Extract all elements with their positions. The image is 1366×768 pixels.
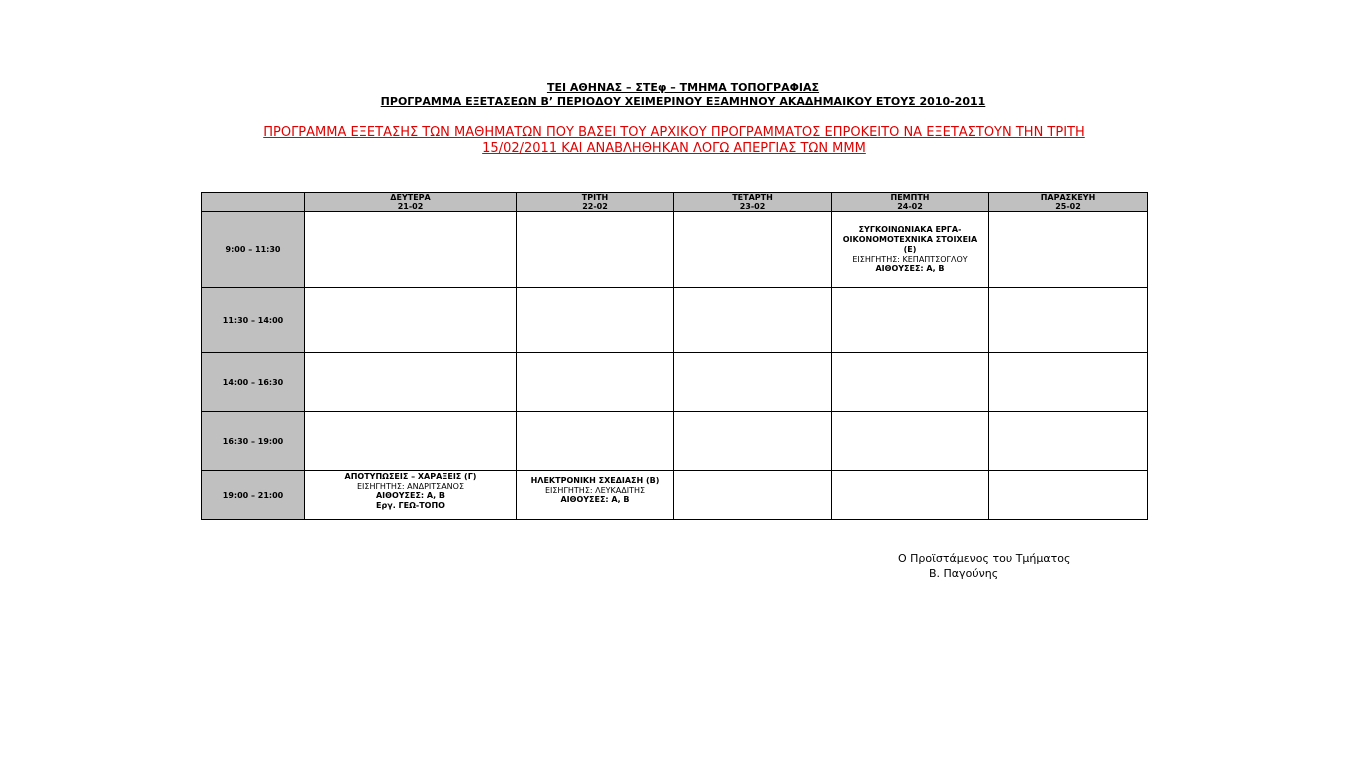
time-slot-label: 16:30 – 19:00	[202, 412, 305, 471]
time-slot-label: 9:00 – 11:30	[202, 212, 305, 288]
table-row	[202, 288, 1148, 353]
exam-entry-monday-1900	[305, 471, 517, 520]
course-title: ΗΛΕΚΤΡΟΝΙΚΗ ΣΧΕΔΙΑΣΗ (Β)	[530, 476, 660, 485]
schedule-cell	[305, 288, 517, 353]
schedule-cell	[674, 353, 832, 412]
postponement-notice	[200, 125, 1148, 157]
notice-line-2: 15/02/2011 ΚΑΙ ΑΝΑΒΛΗΘΗΚΑΝ ΛΟΓΩ ΑΠΕΡΓΙΑΣ ΤΩΝ ΜΜΜ	[482, 141, 866, 156]
table-row	[202, 353, 1148, 412]
course-title-line: ΟΙΚΟΝΟΜΟΤΕΧΝΙΚΑ ΣΤΟΙΧΕΙΑ	[842, 235, 978, 244]
day-header-tuesday: ΤΡΙΤΗ 22-02	[517, 193, 674, 212]
schedule-cell	[305, 353, 517, 412]
course-rooms: ΑΙΘΟΥΣΕΣ: Α, Β	[875, 264, 945, 273]
time-slot-label: 19:00 – 21:00	[202, 471, 305, 520]
schedule-title: ΠΡΟΓΡΑΜΜΑ ΕΞΕΤΑΣΕΩΝ Β’ ΠΕΡΙΟΔΟΥ ΧΕΙΜΕΡΙΝΟΥ ΕΞΑΜΗΝΟΥ ΑΚΑΔΗΜΑΙΚΟΥ ΕΤΟΥΣ 2010-2011	[380, 95, 986, 108]
course-instructor: ΕΙΣΗΓΗΤΗΣ: ΚΕΠΑΠΤΣΟΓΛΟΥ	[852, 255, 968, 264]
schedule-cell	[989, 353, 1148, 412]
schedule-cell	[989, 212, 1148, 288]
day-header-friday: ΠΑΡΑΣΚΕΥΗ 25-02	[989, 193, 1148, 212]
exam-entry-thursday-0900	[832, 212, 989, 288]
schedule-cell	[989, 471, 1148, 520]
schedule-cell	[989, 412, 1148, 471]
schedule-cell	[674, 288, 832, 353]
course-rooms: ΑΙΘΟΥΣΕΣ: Α, Β	[560, 495, 630, 504]
table-row	[202, 471, 1148, 520]
table-row	[202, 412, 1148, 471]
day-header-wednesday: ΤΕΤΑΡΤΗ 23-02	[674, 193, 832, 212]
signature-name: Β. Παγούνης	[929, 567, 999, 580]
schedule-cell	[305, 412, 517, 471]
institution-title: ΤΕΙ ΑΘΗΝΑΣ – ΣΤΕφ – ΤΜΗΜΑ ΤΟΠΟΓΡΑΦΙΑΣ	[546, 81, 820, 94]
notice-line-1: ΠΡΟΓΡΑΜΜΑ ΕΞΕΤΑΣΗΣ ΤΩΝ ΜΑΘΗΜΑΤΩΝ ΠΟΥ ΒΑΣΕΙ ΤΟΥ ΑΡΧΙΚΟΥ ΠΡΟΓΡΑΜΜΑΤΟΣ ΕΠΡΟΚΕΙΤΟ ΝΑ ΕΞΕΤΑΣΤΟΥΝ ΤΗΝ ΤΡΙΤΗ	[263, 125, 1085, 140]
day-header-thursday: ΠΕΜΠΤΗ 24-02	[832, 193, 989, 212]
schedule-cell	[517, 412, 674, 471]
table-row	[202, 212, 1148, 288]
schedule-cell	[989, 288, 1148, 353]
course-rooms: ΑΙΘΟΥΣΕΣ: Α, Β	[375, 491, 446, 500]
schedule-cell	[674, 212, 832, 288]
schedule-cell	[674, 412, 832, 471]
signature-block	[898, 551, 1070, 581]
time-slot-label: 11:30 – 14:00	[202, 288, 305, 353]
day-header-monday: ΔΕΥΤΕΡΑ 21-02	[305, 193, 517, 212]
schedule-cell	[832, 412, 989, 471]
course-title: ΑΠΟΤΥΠΩΣΕΙΣ – ΧΑΡΑΞΕΙΣ (Γ)	[344, 472, 477, 481]
signature-title: Ο Προϊστάμενος του Τμήματος	[898, 552, 1071, 565]
course-instructor: ΕΙΣΗΓΗΤΗΣ: ΛΕΥΚΑΔΙΤΗΣ	[544, 486, 646, 495]
schedule-cell	[832, 288, 989, 353]
exam-schedule-table	[201, 192, 1148, 520]
document-header	[0, 81, 1366, 109]
course-instructor: ΕΙΣΗΓΗΤΗΣ: ΑΝΔΡΙΤΣΑΝΟΣ	[356, 482, 464, 491]
schedule-cell	[305, 212, 517, 288]
schedule-cell	[517, 212, 674, 288]
schedule-cell	[832, 471, 989, 520]
corner-cell	[202, 193, 305, 212]
course-title-line: (Ε)	[903, 245, 917, 254]
schedule-cell	[517, 353, 674, 412]
exam-entry-tuesday-1900	[517, 471, 674, 520]
course-lab: Εργ. ΓΕΩ-ΤΟΠΟ	[376, 501, 445, 510]
time-slot-label: 14:00 – 16:30	[202, 353, 305, 412]
schedule-cell	[674, 471, 832, 520]
schedule-cell	[832, 353, 989, 412]
course-title-line: ΣΥΓΚΟΙΝΩΝΙΑΚΑ ΕΡΓΑ-	[858, 225, 962, 234]
header-row	[202, 193, 1148, 212]
schedule-cell	[517, 288, 674, 353]
